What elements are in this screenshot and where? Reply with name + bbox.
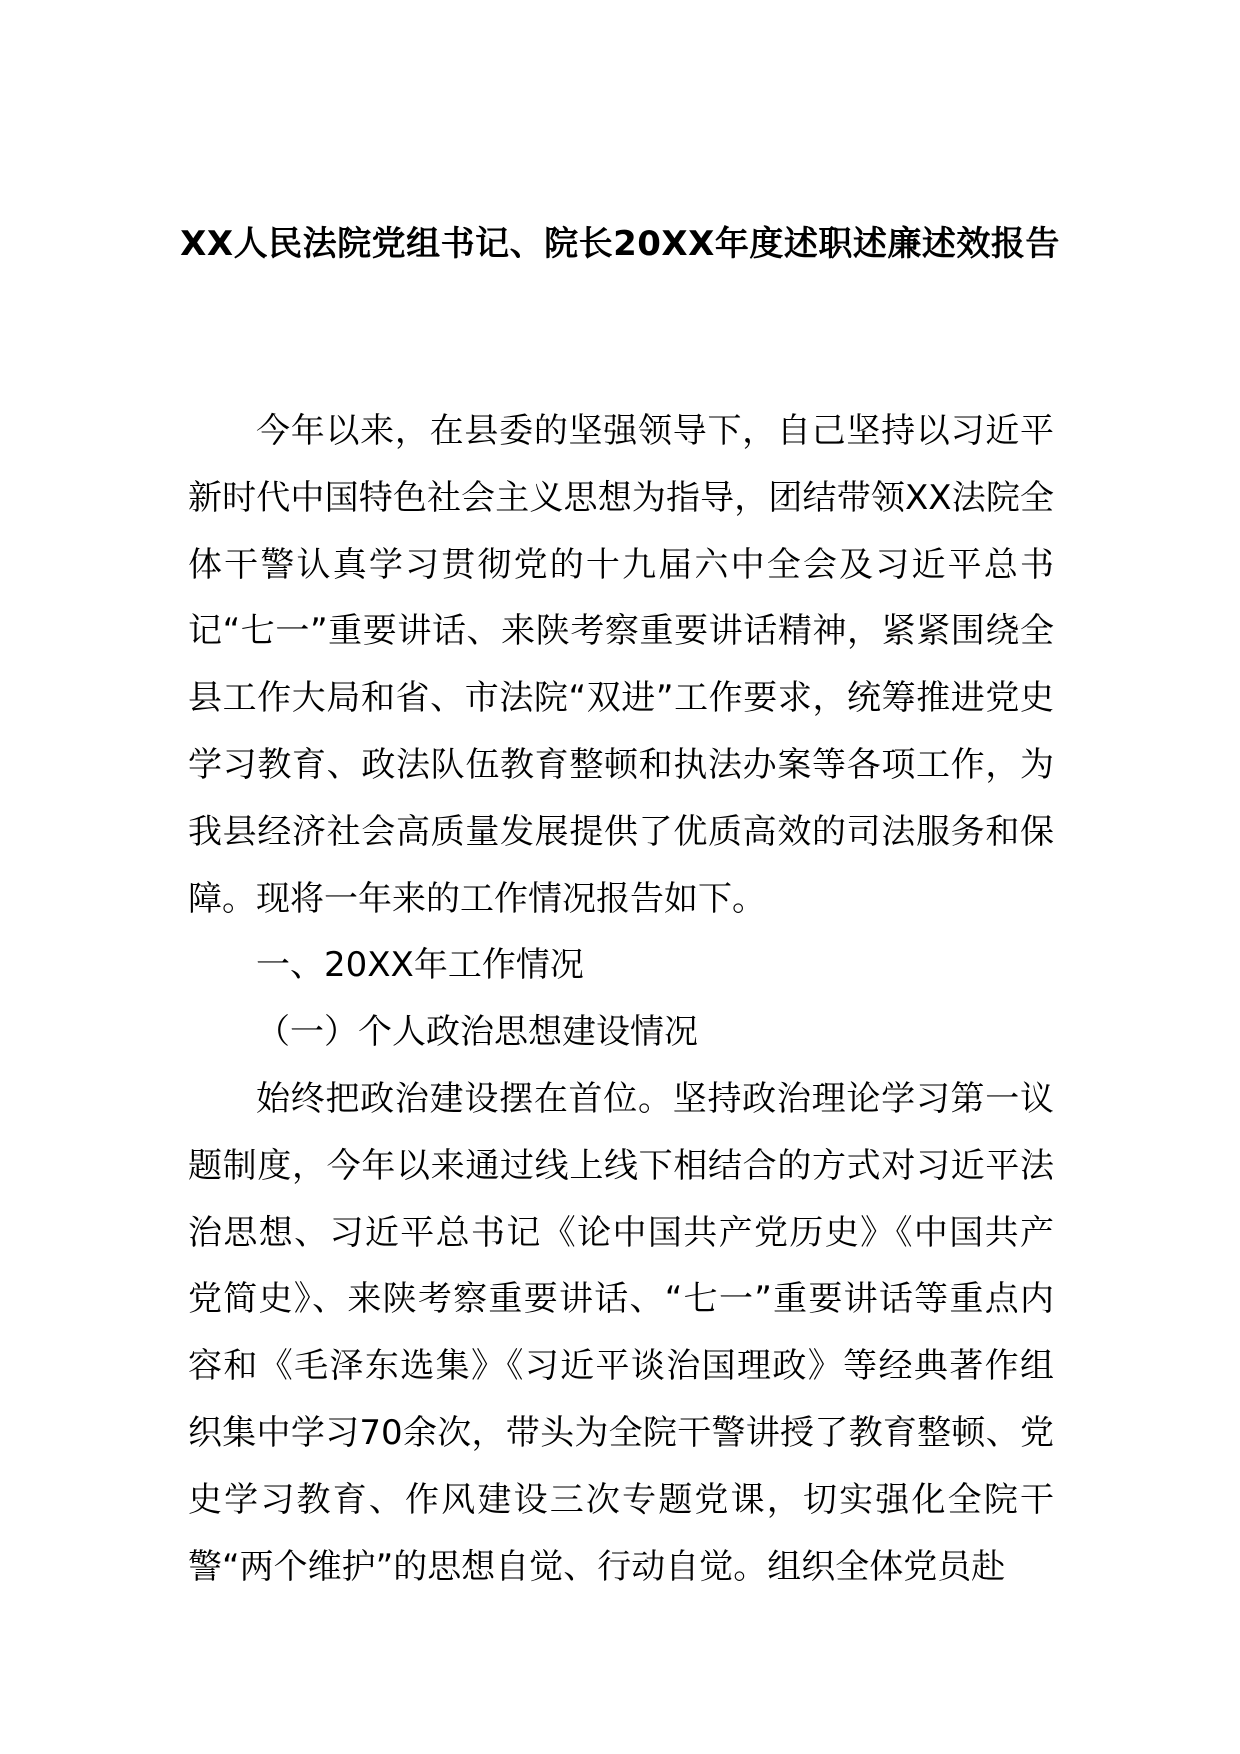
- intro-paragraph: 今年以来，在县委的坚强领导下，自己坚持以习近平新时代中国特色社会主义思想为指导，团结带领XX法院全体干警认真学习贯彻党的十九届六中全会及习近平总书记“七一”重要讲话、来陕考察重要讲话精神，紧紧围绕全县工作大局和省、市法院“双进”工作要求，统筹推进党史学习教育、政法队伍教育整顿和执法办案等各项工作，为我县经济社会高质量发展提供了优质高效的司法服务和保障。现将一年来的工作情况报告如下。: [188, 411, 1054, 919]
- document-body: [188, 398, 1054, 1600]
- document-title: XX人民法院党组书记、院长20XX年度述职述廉述效报告: [180, 224, 1060, 264]
- body-paragraph: 始终把政治建设摆在首位。坚持政治理论学习第一议题制度，今年以来通过线上线下相结合的方式对习近平法治思想、习近平总书记《论中国共产党历史》《中国共产党简史》、来陕考察重要讲话、“七一”重要讲话等重点内容和《毛泽东选集》《习近平谈治国理政》等经典著作组织集中学习70余次，带头为全院干警讲授了教育整顿、党史学习教育、作风建设三次专题党课，切实强化全院干警“两个维护”的思想自觉、行动自觉。组织全体党员赴: [188, 1078, 1054, 1587]
- section-heading: 一、20XX年工作情况: [256, 945, 584, 986]
- subsection-heading: （一）个人政治思想建设情况: [256, 1012, 698, 1053]
